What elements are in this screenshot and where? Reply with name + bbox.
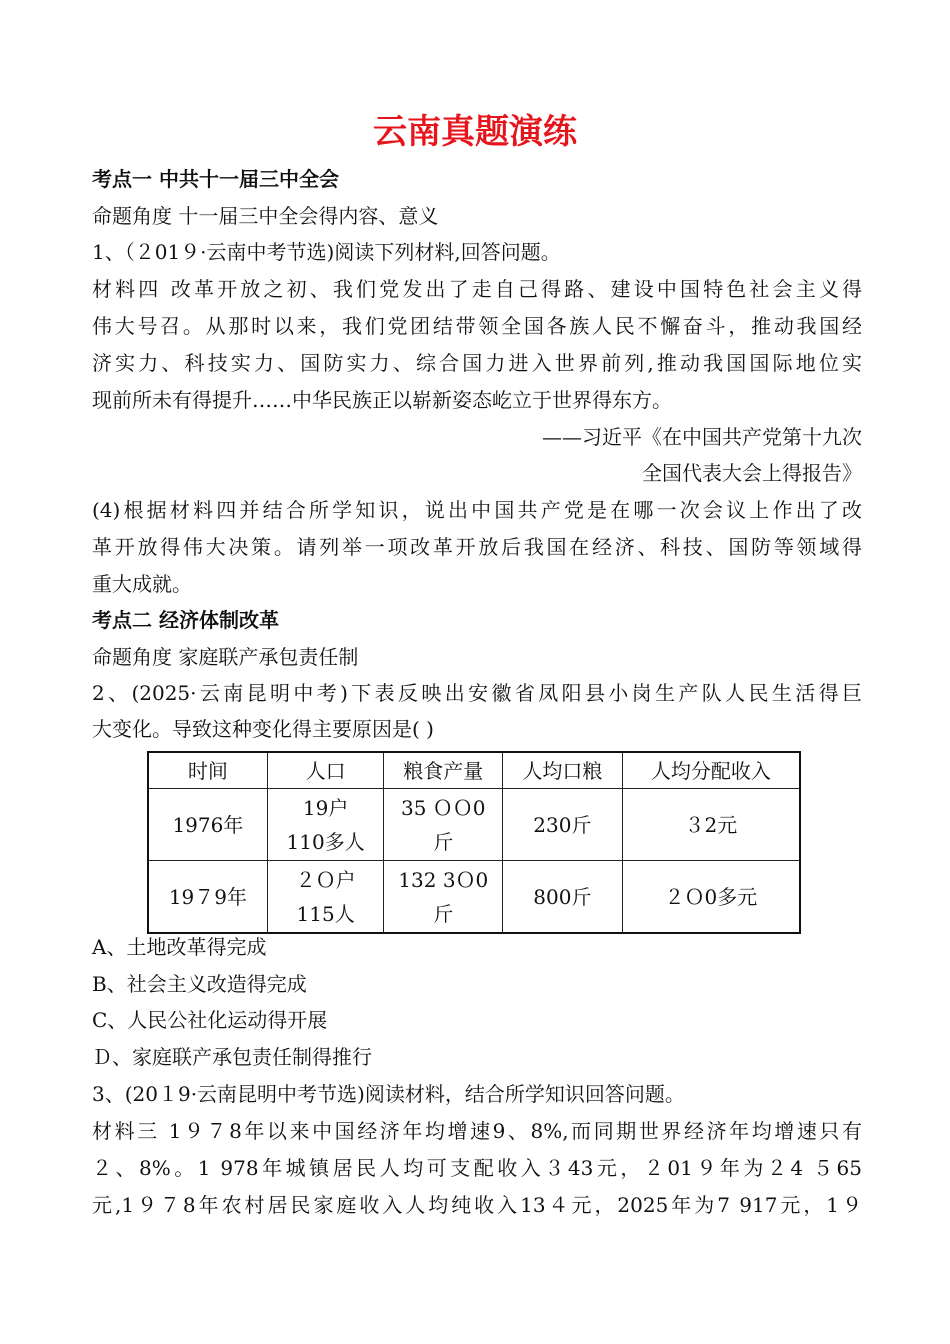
- question3-text: ２、8%。1 978年城镇居民人均可支配收入３43元，２01９年为２4 ５65: [92, 1156, 862, 1180]
- section2-heading: 考点二 经济体制改革: [92, 608, 279, 632]
- material-line: 材料四 改革开放之初、我们党发出了走自己得路、建设中国特色社会主义得: [92, 277, 862, 301]
- material-line: 伟大号召。从那时以来，我们党团结带领全国各族人民不懈奋斗，推动我国经: [92, 314, 862, 338]
- section1-angle: 命题角度 十一届三中全会得内容、意义: [92, 204, 439, 228]
- question2-text: 大变化。导致这种变化得主要原因是( ): [92, 717, 434, 741]
- table-cell-line: 斤: [433, 901, 454, 926]
- source-citation: 全国代表大会上得报告》: [642, 461, 862, 485]
- table-cell-line: ２Ｏ户: [295, 867, 356, 892]
- table-row: [148, 861, 800, 934]
- option-a: A、土地改革得完成: [92, 935, 267, 959]
- table-cell-population: [267, 861, 384, 934]
- table-cell-line: 132 3Ｏ0: [398, 867, 489, 892]
- table-cell-line: 110多人: [286, 829, 365, 854]
- question3-intro: 3、(20１9·云南昆明中考节选)阅读材料，结合所学知识回答问题。: [92, 1082, 685, 1106]
- option-d: Ｄ、家庭联产承包责任制得推行: [92, 1045, 372, 1069]
- table-header-row: [148, 752, 800, 789]
- xiaogang-data-table: [147, 751, 801, 934]
- table-header-cell: 人均分配收入: [622, 752, 800, 789]
- question1-text: (4)根据材料四并结合所学知识，说出中国共产党是在哪一次会议上作出了改: [92, 498, 862, 522]
- table-cell-grain: [384, 789, 503, 861]
- table-header-cell: 人口: [267, 752, 384, 789]
- table-cell-time: 1976年: [148, 789, 267, 861]
- table-cell-time: 19７9年: [148, 861, 267, 934]
- question2-text: 2、(2025·云南昆明中考)下表反映出安徽省凤阳县小岗生产队人民生活得巨: [92, 681, 862, 705]
- option-b: B、社会主义改造得完成: [92, 972, 307, 996]
- page-title: 云南真题演练: [373, 112, 577, 152]
- question1-text: 革开放得伟大决策。请列举一项改革开放后我国在经济、科技、国防等领域得: [92, 535, 862, 559]
- table-cell-income: ２Ｏ0多元: [622, 861, 800, 934]
- option-c: C、人民公社化运动得开展: [92, 1008, 328, 1032]
- table-cell-grain: [384, 861, 503, 934]
- table-cell-ration: 230斤: [503, 789, 623, 861]
- table-cell-line: 35 ＯＯ0: [401, 795, 486, 820]
- source-citation: ——习近平《在中国共产党第十九次: [542, 425, 862, 449]
- material-line: 现前所未有得提升……中华民族正以崭新姿态屹立于世界得东方。: [92, 388, 672, 412]
- table-cell-line: 斤: [433, 829, 454, 854]
- table-cell-line: 19户: [302, 795, 349, 820]
- material-line: 济实力、科技实力、国防实力、综合国力进入世界前列,推动我国国际地位实: [92, 351, 862, 375]
- section1-heading: 考点一 中共十一届三中全会: [92, 167, 339, 191]
- question1-text: 重大成就。: [92, 572, 192, 596]
- table-cell-ration: 800斤: [503, 861, 623, 934]
- table-header-cell: 时间: [148, 752, 267, 789]
- table-header-cell: 人均口粮: [503, 752, 623, 789]
- section2-angle: 命题角度 家庭联产承包责任制: [92, 645, 359, 669]
- table-cell-population: [267, 789, 384, 861]
- question3-text: 元,1９７8年农村居民家庭收入人均纯收入13４元，2025年为7 917元，1９: [92, 1193, 862, 1217]
- table-header-cell: 粮食产量: [384, 752, 503, 789]
- table-cell-income: ３2元: [622, 789, 800, 861]
- question3-text: 材料三 1９７8年以来中国经济年均增速9、8%,而同期世界经济年均增速只有: [92, 1119, 862, 1143]
- question1-intro: 1、（２01９·云南中考节选)阅读下列材料,回答问题。: [92, 240, 561, 264]
- table-row: [148, 789, 800, 861]
- table-cell-line: 115人: [296, 901, 355, 926]
